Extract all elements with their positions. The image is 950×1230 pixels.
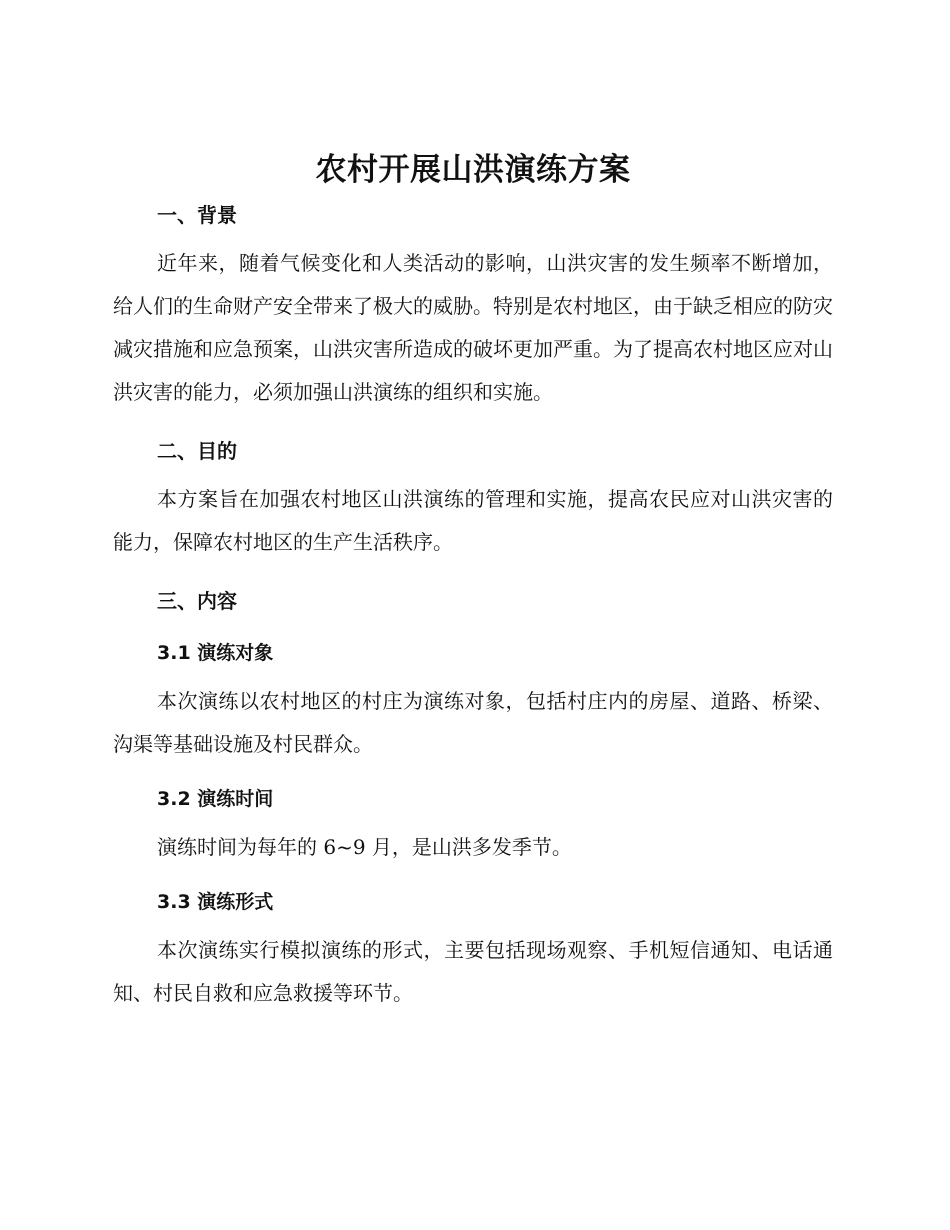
document-title: 农村开展山洪演练方案 — [315, 152, 631, 188]
subsection-heading-time: 3.2 演练时间 — [157, 788, 274, 810]
subsection-paragraph-form: 本次演练实行模拟演练的形式，主要包括现场观察、手机短信通知、电话通知、村民自救和应急救援等环节。 — [113, 938, 833, 1005]
subsection-heading-form: 3.3 演练形式 — [157, 891, 274, 913]
section-heading-content: 三、内容 — [157, 589, 237, 613]
section-paragraph-background: 近年来，随着气候变化和人类活动的影响，山洪灾害的发生频率不断增加，给人们的生命财产安全带来了极大的威胁。特别是农村地区，由于缺乏相应的防灾减灾措施和应急预案，山洪灾害所造成的破坏更加严重。为了提高农村地区应对山洪灾害的能力，必须加强山洪演练的组织和实施。 — [113, 251, 833, 404]
section-heading-background: 一、背景 — [157, 203, 237, 227]
subsection-paragraph-target: 本次演练以农村地区的村庄为演练对象，包括村庄内的房屋、道路、桥梁、沟渠等基础设施及村民群众。 — [113, 689, 833, 756]
subsection-paragraph-time: 演练时间为每年的 6~9 月，是山洪多发季节。 — [157, 835, 572, 859]
subsection-heading-target: 3.1 演练对象 — [157, 642, 274, 664]
section-paragraph-purpose: 本方案旨在加强农村地区山洪演练的管理和实施，提高农民应对山洪灾害的能力，保障农村地区的生产生活秩序。 — [113, 487, 833, 554]
section-heading-purpose: 二、目的 — [157, 439, 237, 463]
document-page — [113, 146, 833, 1015]
